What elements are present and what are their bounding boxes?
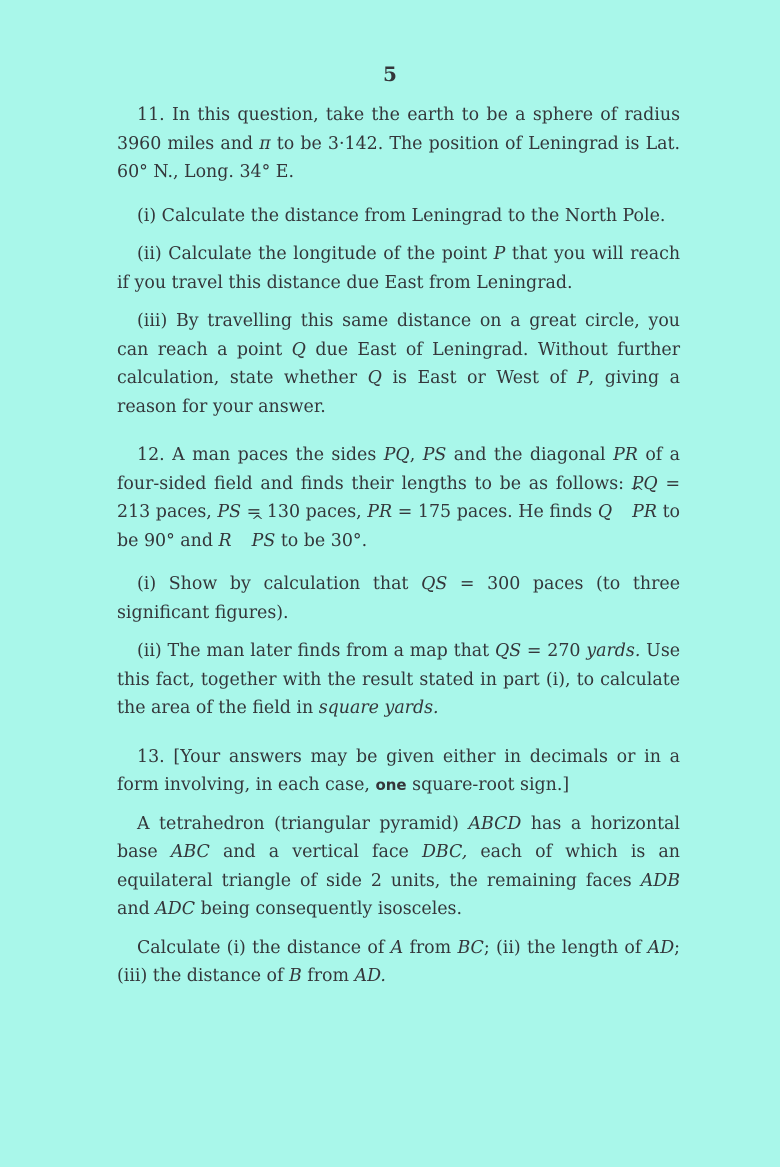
question-11-part-i: (i) Calculate the distance from Leningrad to the North Pole. <box>137 205 666 226</box>
angle-qpr: Q^ PR <box>598 502 657 522</box>
question-13-label: 13. <box>137 746 165 767</box>
question-13-parts: Calculate (i) the distance of A from BC; (ii) the length of AD; (iii) the distance of B from AD. <box>117 937 681 986</box>
question-11-part-ii: (ii) Calculate the longitude of the point P that you will reach if you travel this distance due East from Leningrad. <box>117 244 681 293</box>
question-11-intro: 11. In this question, take the earth to be a sphere of radius 3960 miles and π to be 3·142. The position of Leningrad is Lat. 60° N., Long. 34° E. <box>117 105 681 182</box>
question-11-part-iii: (iii) By travelling this same distance on a great circle, you can reach a point Q due East of Leningrad. Without further calculation, state whether Q is East or West of P, giving a reason for your answer. <box>117 311 681 417</box>
question-12-label: 12. <box>137 445 165 465</box>
question-12-part-i: (i) Show by calculation that QS = 300 paces (to three significant figures). <box>117 574 680 623</box>
question-text <box>117 101 680 1006</box>
page-number: 5 <box>383 62 397 86</box>
question-13-setup: A tetrahedron (triangular pyramid) ABCD has a horizontal base ABC and a vertical face DBC, each of which is an equilateral triangle of side 2 units, the remaining faces ADB and ADC being consequently isosceles. <box>117 813 681 919</box>
question-11-label: 11. <box>137 105 165 125</box>
angle-rps: R^ PS <box>219 531 276 551</box>
question-13-note: 13. [Your answers may be given either in decimals or in a form involving, in each case, one square-root sign.] <box>117 746 681 795</box>
question-12-intro: 12. A man paces the sides PQ, PS and the diagonal PR of a four-sided field and finds their lengths to be as follows: PQ = 213 paces, PS = 130 paces, PR = 175 paces. He finds Q^ PR to be 90° and R^ PS to be 30°. <box>117 441 680 555</box>
question-12-part-ii: (ii) The man later finds from a map that QS = 270 yards. Use this fact, together with the result stated in part (i), to calculate the area of the field in square yards. <box>117 641 681 718</box>
